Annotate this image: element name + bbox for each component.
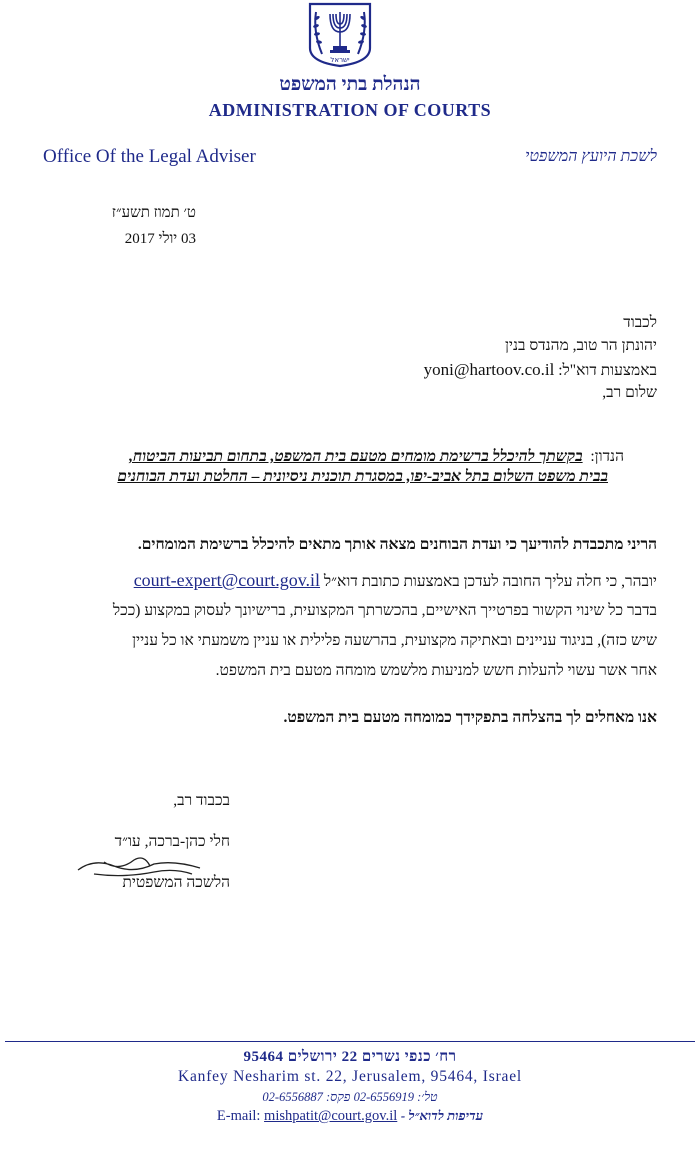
recipient-name: יהונתן הר טוב, מהנדס בנין bbox=[504, 337, 657, 354]
via-email-label: באמצעות דוא"ל: bbox=[558, 362, 657, 379]
salutation: שלום רב, bbox=[602, 384, 657, 401]
body-paragraph-2-text: יובהר, כי חלה עליך החובה לעדכן באמצעות כתובת דוא״ל bbox=[323, 573, 657, 590]
body-paragraph-2-line-1 bbox=[27, 570, 657, 591]
footer-email-line bbox=[0, 1108, 700, 1125]
org-name-english: ADMINISTRATION OF COURTS bbox=[208, 100, 492, 120]
recipient-email[interactable]: yoni@hartoov.co.il bbox=[423, 360, 555, 379]
signer-name: חלי כהן-ברכה, עו״ד bbox=[114, 833, 230, 850]
office-name-hebrew: לשכת היועץ המשפטי bbox=[525, 148, 657, 165]
footer-phones: טל׳: 02-6556919 פקס: 02-6556887 bbox=[262, 1090, 438, 1104]
subject-label: הנדון: bbox=[590, 448, 624, 465]
court-expert-email-link[interactable]: court-expert@court.gov.il bbox=[133, 570, 321, 590]
subject-line-2: בבית משפט השלום בתל אביב-יפו, במסגרת תוכנית ניסיונית – החלטת ועדת הבוחנים bbox=[117, 468, 608, 485]
date-hebrew: ט׳ תמוז תשע״ז bbox=[111, 205, 196, 221]
body-paragraph-2-line-4: אחר אשר עשוי להעלות חשש למניעות מלשמש מומחה מטעם בית המשפט. bbox=[215, 662, 657, 679]
footer-email-label: E-mail: bbox=[216, 1108, 261, 1124]
emblem-caption: ישראל bbox=[330, 56, 350, 64]
org-name-hebrew: הנהלת בתי המשפט bbox=[279, 74, 421, 95]
footer-email-link[interactable]: mishpatit@court.gov.il bbox=[264, 1108, 398, 1124]
subject-text-1: בקשתך להיכלל ברשימת מומחים מטעם בית המשפט, בתחום תביעות הביטוח, bbox=[129, 448, 583, 465]
body-paragraph-2-line-2: בדבר כל שינוי הקשור בפרטייך האישיים, בהכשרתך המקצועית, ברישיונך לעסוק במקצוע (ככל bbox=[112, 602, 657, 619]
footer-divider bbox=[5, 1041, 695, 1042]
footer-address-english: Kanfey Nesharim st. 22, Jerusalem, 95464, Israel bbox=[177, 1068, 522, 1085]
recipient-greeting: לכבוד bbox=[623, 314, 657, 331]
body-paragraph-1: הריני מתכבדת להודיעך כי ועדת הבוחנים מצאה אותך מתאים להיכלל ברשימת המומחים. bbox=[137, 536, 657, 553]
closing-phrase: בכבוד רב, bbox=[173, 792, 230, 809]
footer-address-hebrew: רח׳ כנפי נשרים 22 ירושלים 95464 bbox=[243, 1049, 457, 1065]
recipient-email-line bbox=[257, 360, 657, 380]
body-paragraph-2-line-3: שיש כזה), בניגוד עניינים ובאתיקה מקצועית, בהרשעה פלילית או עניין משמעתי או כל עניין bbox=[132, 632, 657, 649]
footer-email-preference: עדיפות לדוא״ל - bbox=[400, 1108, 484, 1123]
signer-unit: הלשכה המשפטית bbox=[122, 874, 230, 891]
subject-line-1 bbox=[64, 445, 624, 468]
state-emblem-icon bbox=[300, 2, 380, 68]
body-paragraph-3: אנו מאחלים לך בהצלחה בתפקידך כמומחה מטעם בית המשפט. bbox=[283, 709, 657, 726]
office-name-english: Office Of the Legal Adviser bbox=[43, 146, 256, 167]
date-gregorian: 03 יולי 2017 bbox=[124, 231, 196, 247]
